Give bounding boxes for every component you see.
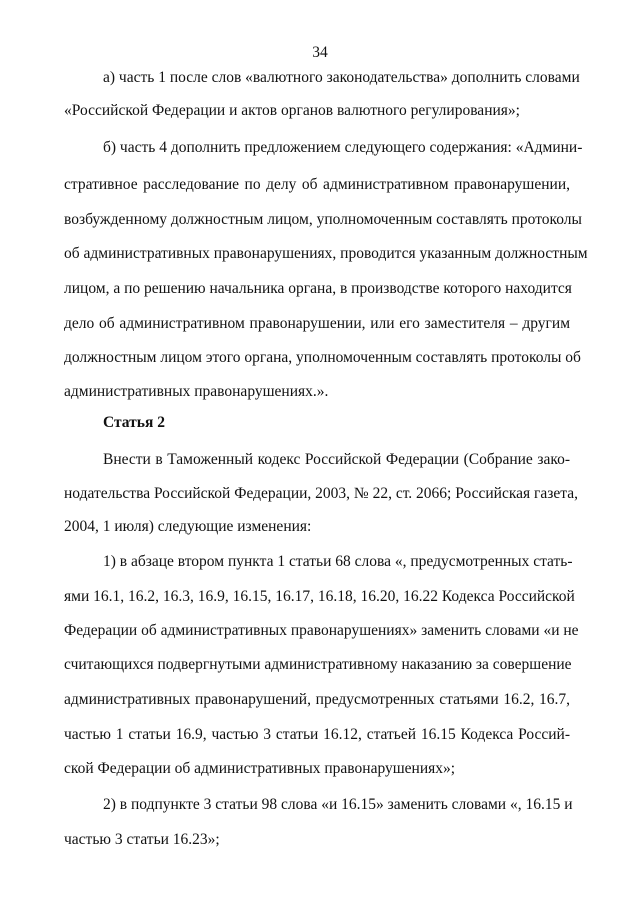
text-line: ской Федерации об административных правонарушениях»;: [64, 760, 456, 777]
text-line: стративное расследование по делу об административном правонарушении,: [64, 176, 570, 193]
text-line: лицом, а по решению начальника органа, в производстве которого находится: [64, 280, 572, 297]
text-line: об административных правонарушениях, проводится указанным должностным: [64, 245, 588, 262]
text-line: считающихся подвергнутыми административному наказанию за совершение: [64, 656, 572, 673]
text-line: 2004, 1 июля) следующие изменения:: [64, 518, 312, 535]
text-line: дело об административном правонарушении, или его заместителя – другим: [64, 315, 570, 332]
text-line: частью 3 статьи 16.23»;: [64, 831, 220, 848]
text-line: возбужденному должностным лицом, уполномоченным составлять протоколы: [64, 211, 582, 228]
text-line: ями 16.1, 16.2, 16.3, 16.9, 16.15, 16.17, 16.18, 16.20, 16.22 Кодекса Российской: [64, 588, 575, 605]
text-line: частью 1 статьи 16.9, частью 3 статьи 16.12, статьей 16.15 Кодекса Россий-: [64, 726, 570, 743]
text-line: б) часть 4 дополнить предложением следующего содержания: «Админи-: [103, 139, 583, 156]
text-line: административных правонарушений, предусмотренных статьями 16.2, 16.7,: [64, 691, 570, 708]
page-number: 34: [312, 44, 328, 61]
text-line: а) часть 1 после слов «валютного законодательства» дополнить словами: [103, 69, 580, 86]
text-line: административных правонарушениях.».: [64, 383, 329, 400]
text-line: Внести в Таможенный кодекс Российской Федерации (Собрание зако-: [103, 451, 570, 468]
article-heading: Статья 2: [103, 414, 165, 431]
text-line: 2) в подпункте 3 статьи 98 слова «и 16.15» заменить словами «, 16.15 и: [103, 796, 573, 813]
text-line: 1) в абзаце втором пункта 1 статьи 68 слова «, предусмотренных стать-: [103, 553, 573, 570]
text-line: должностным лицом этого органа, уполномоченным составлять протоколы об: [64, 349, 581, 366]
text-line: Федерации об административных правонарушениях» заменить словами «и не: [64, 622, 579, 639]
text-line: нодательства Российской Федерации, 2003, № 22, ст. 2066; Российская газета,: [64, 485, 578, 502]
text-line: «Российской Федерации и актов органов валютного регулирования»;: [64, 102, 520, 119]
